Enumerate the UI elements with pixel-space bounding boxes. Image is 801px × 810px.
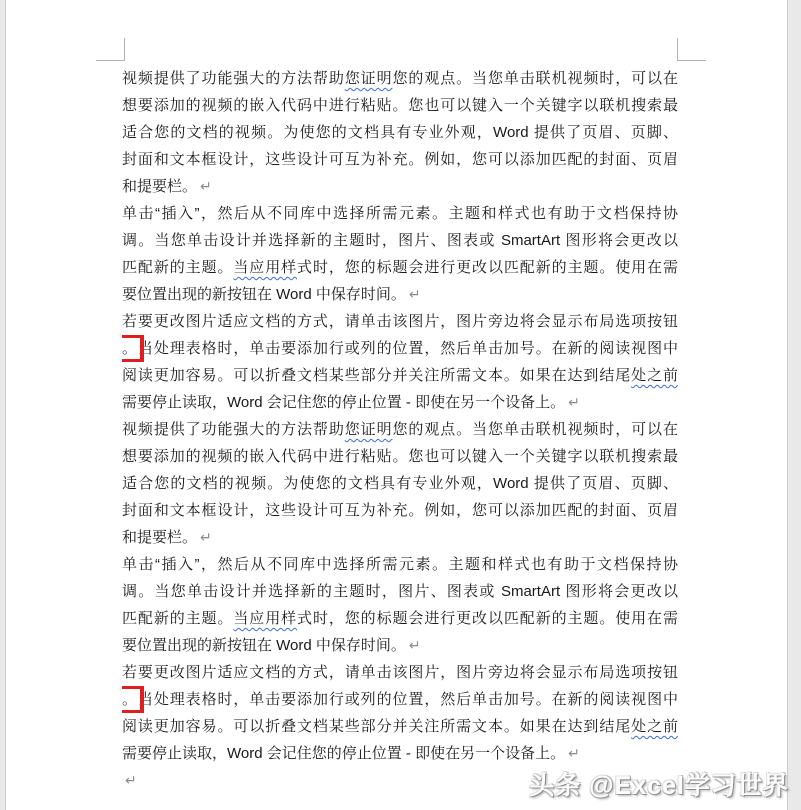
text-line[interactable]: 需要停止读取，Word 会记住您的停止位置 - 即使在另一个设备上。 ↵ (122, 394, 580, 411)
grammar-wavy-underline: 您证明 (344, 70, 393, 87)
text-line[interactable]: 。当处理表格时，单击要添加行或列的位置，然后单击加号。在新的阅读视图中 (122, 340, 678, 357)
text-line[interactable]: 和提要栏。 ↵ (122, 529, 212, 546)
red-highlight-box: 。 (122, 691, 138, 708)
text-line[interactable]: 。当处理表格时，单击要添加行或列的位置，然后单击加号。在新的阅读视图中 (122, 691, 678, 708)
text-line[interactable]: 单击“插入”，然后从不同库中选择所需元素。主题和样式也有助于文档保持协 (122, 205, 678, 222)
document-text-area[interactable] (122, 65, 678, 794)
paragraph-mark-icon: ↵ (408, 637, 421, 653)
text-line[interactable]: 若要更改图片适应文档的方式，请单击该图片，图片旁边将会显示布局选项按钮 (122, 664, 678, 681)
grammar-wavy-underline: 当应用样 (233, 610, 298, 627)
text-line[interactable]: 封面和文本框设计，这些设计可互为补充。例如，您可以添加匹配的封面、页眉 (122, 151, 678, 168)
grammar-wavy-underline: 您证明 (344, 421, 393, 438)
text-line[interactable]: 阅读更加容易。可以折叠文档某些部分并关注所需文本。如果在达到结尾处之前 (122, 367, 678, 384)
page-right-edge (787, 0, 801, 810)
text-line[interactable]: 匹配新的主题。当应用样式时，您的标题会进行更改以匹配新的主题。使用在需 (122, 610, 678, 627)
text-line[interactable]: 视频提供了功能强大的方法帮助您证明您的观点。当您单击联机视频时，可以在 (122, 70, 678, 87)
text-line[interactable]: 调。当您单击设计并选择新的主题时，图片、图表或 SmartArt 图形将会更改以 (122, 232, 678, 249)
text-line[interactable]: 匹配新的主题。当应用样式时，您的标题会进行更改以匹配新的主题。使用在需 (122, 259, 678, 276)
text-line[interactable]: 想要添加的视频的嵌入代码中进行粘贴。您也可以键入一个关键字以联机搜索最 (122, 448, 678, 465)
paragraph-mark-icon: ↵ (200, 178, 212, 194)
text-line[interactable]: 单击“插入”，然后从不同库中选择所需元素。主题和样式也有助于文档保持协 (122, 556, 678, 573)
text-line[interactable]: 要位置出现的新按钮在 Word 中保存时间。 ↵ (122, 637, 421, 654)
text-line[interactable]: 适合您的文档的视频。为使您的文档具有专业外观，Word 提供了页眉、页脚、 (122, 124, 678, 141)
text-line[interactable]: 要位置出现的新按钮在 Word 中保存时间。 ↵ (122, 286, 421, 303)
grammar-wavy-underline: 当应用样 (233, 259, 298, 276)
margin-corner-mark-top-left (96, 38, 125, 61)
paragraph-mark-icon: ↵ (568, 394, 580, 410)
text-line[interactable]: 视频提供了功能强大的方法帮助您证明您的观点。当您单击联机视频时，可以在 (122, 421, 678, 438)
text-line[interactable]: 阅读更加容易。可以折叠文档某些部分并关注所需文本。如果在达到结尾处之前 (122, 718, 678, 735)
paragraph-mark-icon: ↵ (200, 529, 212, 545)
toutiao-watermark: 头条 @Excel学习世界 (529, 772, 789, 800)
text-line[interactable]: 若要更改图片适应文档的方式，请单击该图片，图片旁边将会显示布局选项按钮 (122, 313, 678, 330)
paragraph-mark-icon: ↵ (125, 772, 137, 788)
text-line[interactable]: 封面和文本框设计，这些设计可互为补充。例如，您可以添加匹配的封面、页眉 (122, 502, 678, 519)
text-line[interactable]: 调。当您单击设计并选择新的主题时，图片、图表或 SmartArt 图形将会更改以 (122, 583, 678, 600)
text-line[interactable]: 想要添加的视频的嵌入代码中进行粘贴。您也可以键入一个关键字以联机搜索最 (122, 97, 678, 114)
margin-corner-mark-top-right (677, 38, 706, 61)
grammar-wavy-underline: 处之前 (631, 367, 678, 384)
paragraph-mark-icon: ↵ (568, 745, 580, 761)
text-line[interactable]: 适合您的文档的视频。为使您的文档具有专业外观，Word 提供了页眉、页脚、 (122, 475, 678, 492)
page-left-edge (0, 0, 6, 810)
red-highlight-box: 。 (122, 340, 138, 357)
text-line[interactable]: 和提要栏。 ↵ (122, 178, 212, 195)
paragraph-mark-icon: ↵ (408, 286, 421, 302)
text-line[interactable]: 需要停止读取，Word 会记住您的停止位置 - 即使在另一个设备上。 ↵ (122, 745, 580, 762)
grammar-wavy-underline: 处之前 (631, 718, 678, 735)
